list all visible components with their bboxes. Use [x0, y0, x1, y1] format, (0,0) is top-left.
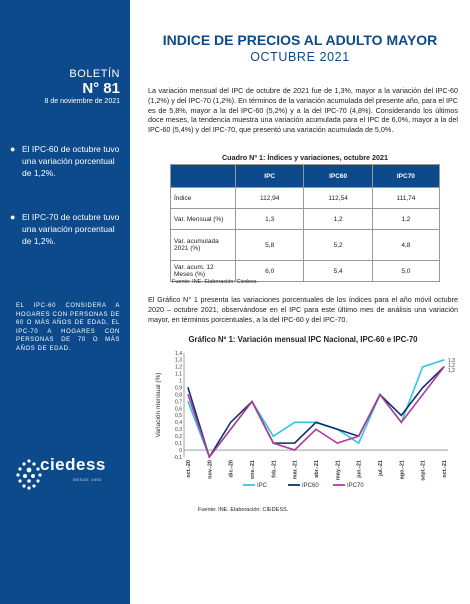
table-cell: 4,8 — [372, 230, 439, 261]
legend-label: IPC — [257, 483, 268, 489]
data-point — [187, 394, 188, 395]
y-tick-label: 0,3 — [175, 427, 182, 434]
x-tick-label: oct.-20 — [186, 460, 192, 478]
data-point — [422, 394, 423, 395]
end-data-label: 1,2 — [448, 367, 455, 374]
data-point — [337, 443, 338, 444]
indices-table — [170, 164, 440, 282]
table-cell: 1,2 — [372, 209, 439, 230]
table-cell: 6,0 — [236, 261, 304, 282]
data-point — [273, 443, 274, 444]
x-tick-label: abr.-21 — [314, 460, 320, 478]
table-cell: 112,94 — [236, 188, 304, 209]
bullet-dot-icon: ● — [10, 212, 16, 222]
data-point — [379, 394, 380, 395]
data-point — [273, 436, 274, 437]
data-point — [187, 387, 188, 388]
row-label: Var. Mensual (%) — [171, 209, 236, 230]
x-tick-label: nov.-20 — [207, 460, 214, 479]
data-point — [187, 401, 188, 402]
y-tick-label: 0,5 — [175, 413, 182, 420]
y-tick-label: 0,1 — [175, 440, 182, 447]
y-tick-label: 1,3 — [175, 357, 182, 364]
intro-paragraph: La variación mensual del IPC de octubre de 2021 fue de 1,3%, mayor a la variación del IPC-60 (1,2%) y del IPC-70 (1,2%). En términos de la variación acumulada del presente año, para el IPC es de 5,8%, mayor a la del IPC-60 (5,2%) y a la del IPC-70 (4,8%). Considerando los últimos doce meses, la tendencia muestra una variación acumulada para el IPC de 6,0%, mayor a la del IPC-60 (5,4%) y del IPC-70, que presentó una variación acumulada de 5,0%. — [148, 86, 458, 135]
chart-caption: Gráfico Nº 1: Variación mensual IPC Nacional, IPC-60 e IPC-70 — [188, 335, 418, 344]
data-point — [230, 422, 231, 423]
table-header-cell — [171, 165, 236, 188]
y-tick-label: 0 — [179, 447, 182, 454]
data-point — [422, 387, 423, 388]
data-point — [443, 366, 444, 367]
table-caption: Cuadro Nº 1: Índices y variaciones, octubre 2021 — [221, 153, 388, 162]
logo-tagline: DESDE 1992 — [73, 477, 102, 482]
highlight-bullet-ipc60 — [10, 143, 120, 179]
table-cell: 5,4 — [304, 261, 372, 282]
end-data-label: 1,2 — [448, 362, 455, 369]
y-tick-label: 1 — [179, 378, 182, 385]
x-tick-label: mar.-21 — [292, 460, 299, 480]
table-cell: 1,2 — [304, 209, 372, 230]
data-point — [315, 429, 316, 430]
series-line-ipc — [188, 360, 444, 457]
end-data-label: 1,3 — [448, 357, 455, 364]
x-tick-label: dic.-20 — [228, 460, 235, 478]
y-tick-label: 1,4 — [175, 350, 182, 357]
x-tick-label: oct.-21 — [442, 460, 448, 478]
y-tick-label: 0,7 — [175, 399, 182, 406]
logo-wordmark: ciedess — [40, 455, 106, 474]
y-tick-label: 0,4 — [175, 420, 182, 427]
table-row — [171, 230, 440, 261]
table-row — [171, 209, 440, 230]
y-tick-label: 1,2 — [175, 364, 182, 371]
legend-label: IPC60 — [302, 483, 319, 489]
sidebar — [0, 0, 130, 604]
page-subtitle: OCTUBRE 2021 — [250, 50, 350, 64]
chart-paragraph: El Gráfico N° 1 presenta las variaciones porcentuales de los índices para el año móvil octubre 2020 – octubre 2021, observándose en el IPC para este último mes de análisis una variación mayor, en términos porcentuales, a la del IPC-60 y del IPC-70. — [148, 295, 458, 324]
row-label: Índice — [171, 188, 236, 209]
data-point — [251, 401, 252, 402]
row-label: Var. acumulada 2021 (%) — [171, 230, 236, 261]
y-tick-label: 1,1 — [175, 371, 182, 378]
table-cell: 5,2 — [304, 230, 372, 261]
chart-source: Fuente: INE. Elaboración: CIEDESS. — [198, 507, 289, 513]
y-tick-label: 0,6 — [175, 406, 182, 413]
table-header-cell: IPC60 — [304, 165, 372, 188]
table-header-row — [171, 165, 440, 188]
x-tick-label: jul.-21 — [378, 460, 384, 476]
table-cell: 112,54 — [304, 188, 372, 209]
y-tick-label: 0,9 — [175, 385, 182, 392]
data-point — [358, 436, 359, 437]
data-point — [358, 443, 359, 444]
x-tick-label: ene.-21 — [250, 460, 256, 479]
table-source: Fuente: INE. Elaboración: Ciedess. — [172, 279, 258, 285]
data-point — [294, 422, 295, 423]
x-tick-label: sept.-21 — [420, 460, 427, 481]
highlight-text: El IPC-60 de octubre tuvo una variación porcentual de 1,2%. — [22, 144, 120, 178]
data-point — [401, 415, 402, 416]
x-tick-label: may.-21 — [335, 460, 342, 481]
x-tick-label: feb.-21 — [271, 460, 278, 478]
legend-label: IPC70 — [347, 483, 364, 489]
data-point — [422, 366, 423, 367]
page-title: INDICE DE PRECIOS AL ADULTO MAYOR — [162, 32, 438, 48]
y-axis-label: Variación mensual (%) — [155, 372, 162, 438]
y-tick-label: -0,1 — [173, 454, 182, 461]
table-row — [171, 188, 440, 209]
highlight-bullet-ipc70 — [10, 211, 120, 247]
data-point — [294, 449, 295, 450]
table-cell: 1,3 — [236, 209, 304, 230]
data-point — [294, 443, 295, 444]
data-point — [443, 359, 444, 360]
row-label: Var. acum. 12 Meses (%) — [171, 261, 236, 282]
y-tick-label: 0,8 — [175, 392, 182, 399]
data-point — [401, 422, 402, 423]
table-cell: 5,8 — [236, 230, 304, 261]
x-tick-label: ago.-21 — [399, 460, 406, 480]
bulletin-number: N° 81 — [82, 80, 120, 97]
x-tick-label: jun.-21 — [356, 460, 363, 478]
table-header-cell: IPC70 — [372, 165, 439, 188]
bulletin-date: 8 de noviembre de 2021 — [44, 98, 120, 105]
bullet-dot-icon: ● — [10, 144, 16, 154]
data-point — [337, 429, 338, 430]
table-cell: 5,0 — [372, 261, 439, 282]
data-point — [315, 422, 316, 423]
y-tick-label: 0,2 — [175, 434, 182, 440]
table-cell: 111,74 — [372, 188, 439, 209]
bulletin-label: BOLETÍN — [69, 68, 120, 80]
methodology-note: EL IPC-60 CONSIDERA A HOGARES CON PERSONAS DE 60 O MÁS AÑOS DE EDAD, EL IPC-70 A HOGARES CON PERSONAS DE 70 O MÁS AÑOS DE EDAD. — [16, 303, 120, 352]
highlight-text: El IPC-70 de octubre tuvo una variación porcentual de 1,2%. — [22, 212, 120, 246]
line-chart — [148, 345, 468, 495]
data-point — [230, 429, 231, 430]
data-point — [209, 456, 210, 457]
table-header-cell: IPC — [236, 165, 304, 188]
